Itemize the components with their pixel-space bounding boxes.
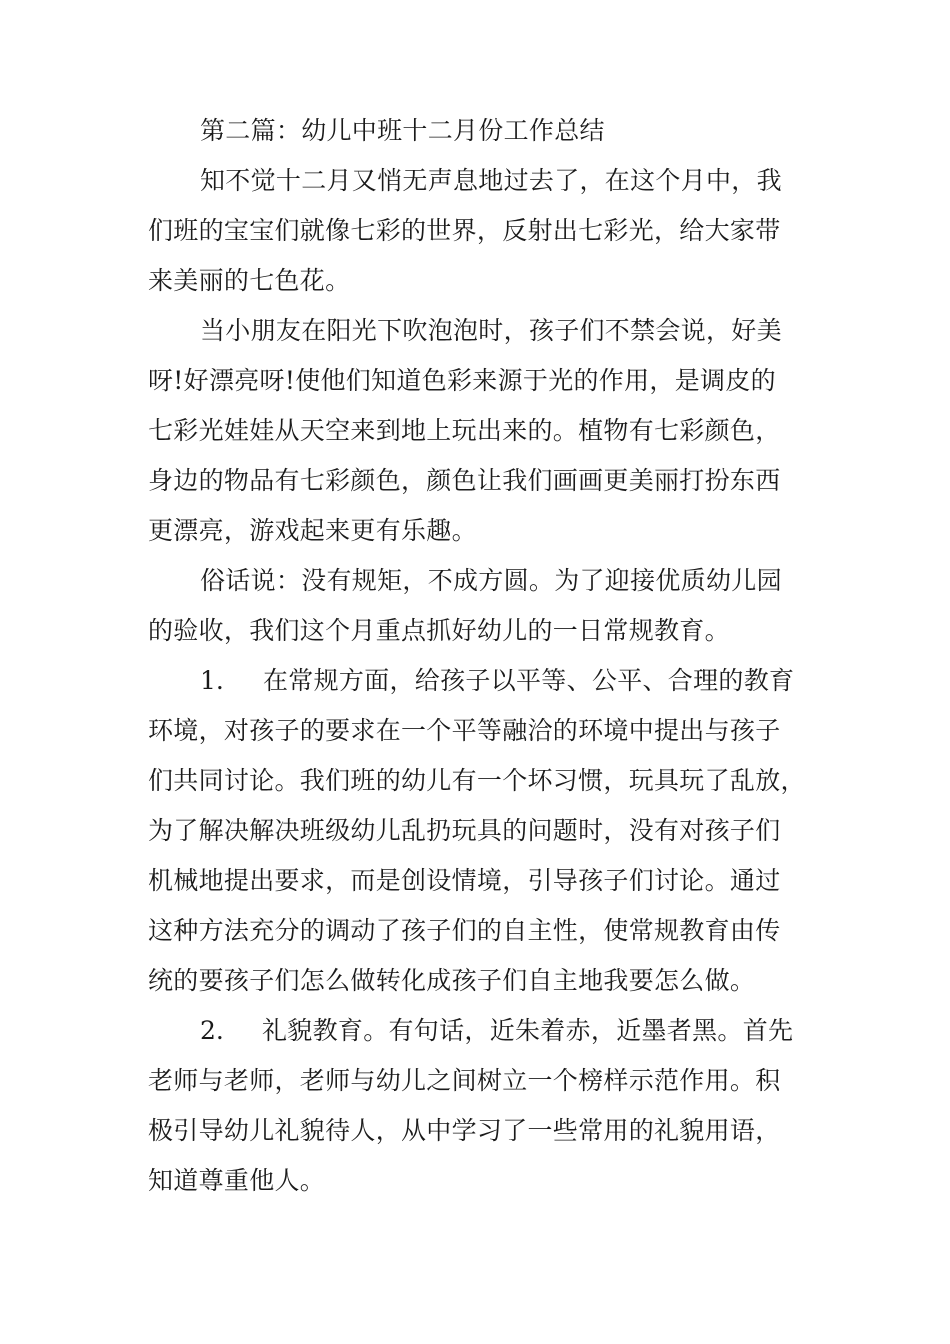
list-item-2-line-4: 知道尊重他人。 bbox=[148, 1166, 326, 1195]
list-item-2-line-3: 极引导幼儿礼貌待人，从中学习了一些常用的礼貌用语， bbox=[148, 1116, 781, 1145]
paragraph-2-line-2: 呀!好漂亮呀!使他们知道色彩来源于光的作用，是调皮的 bbox=[148, 366, 776, 395]
paragraph-1-line-3: 来美丽的七色花。 bbox=[148, 266, 351, 295]
paragraph-2-line-4: 身边的物品有七彩颜色，颜色让我们画画更美丽打扮东西 bbox=[148, 466, 781, 495]
paragraph-2-line-1: 当小朋友在阳光下吹泡泡时，孩子们不禁会说，好美 bbox=[200, 316, 782, 345]
paragraph-3-line-1: 俗话说：没有规矩，不成方圆。为了迎接优质幼儿园 bbox=[200, 566, 782, 595]
paragraph-2-line-3: 七彩光娃娃从天空来到地上玩出来的。植物有七彩颜色， bbox=[148, 416, 781, 445]
paragraph-1-line-1: 知不觉十二月又悄无声息地过去了，在这个月中，我 bbox=[200, 166, 782, 195]
list-item-1-line-2: 环境，对孩子的要求在一个平等融洽的环境中提出与孩子 bbox=[148, 716, 781, 745]
list-item-1-line-5: 机械地提出要求，而是创设情境，引导孩子们讨论。通过 bbox=[148, 866, 781, 895]
paragraph-1-line-2: 们班的宝宝们就像七彩的世界，反射出七彩光，给大家带 bbox=[148, 216, 781, 245]
list-item-2-line-2: 老师与老师，老师与幼儿之间树立一个榜样示范作用。积 bbox=[148, 1066, 781, 1095]
list-item-1-line-6: 这种方法充分的调动了孩子们的自主性，使常规教育由传 bbox=[148, 916, 781, 945]
list-item-1-line-4: 为了解决解决班级幼儿乱扔玩具的问题时，没有对孩子们 bbox=[148, 816, 781, 845]
list-number-1: 1. bbox=[200, 666, 224, 695]
paragraph-3-line-2: 的验收，我们这个月重点抓好幼儿的一日常规教育。 bbox=[148, 616, 730, 645]
document-title: 第二篇：幼儿中班十二月份工作总结 bbox=[200, 116, 605, 145]
list-item-1-line-3: 们共同讨论。我们班的幼儿有一个坏习惯，玩具玩了乱放， bbox=[148, 766, 806, 795]
list-item-2-line-1: 礼貌教育。有句话，近朱着赤，近墨者黑。首先 bbox=[262, 1016, 794, 1045]
paragraph-2-line-5: 更漂亮，游戏起来更有乐趣。 bbox=[148, 516, 477, 545]
list-item-1-line-7: 统的要孩子们怎么做转化成孩子们自主地我要怎么做。 bbox=[148, 966, 756, 995]
list-number-2: 2. bbox=[200, 1016, 224, 1045]
list-item-1-line-1: 在常规方面，给孩子以平等、公平、合理的教育 bbox=[263, 666, 795, 695]
